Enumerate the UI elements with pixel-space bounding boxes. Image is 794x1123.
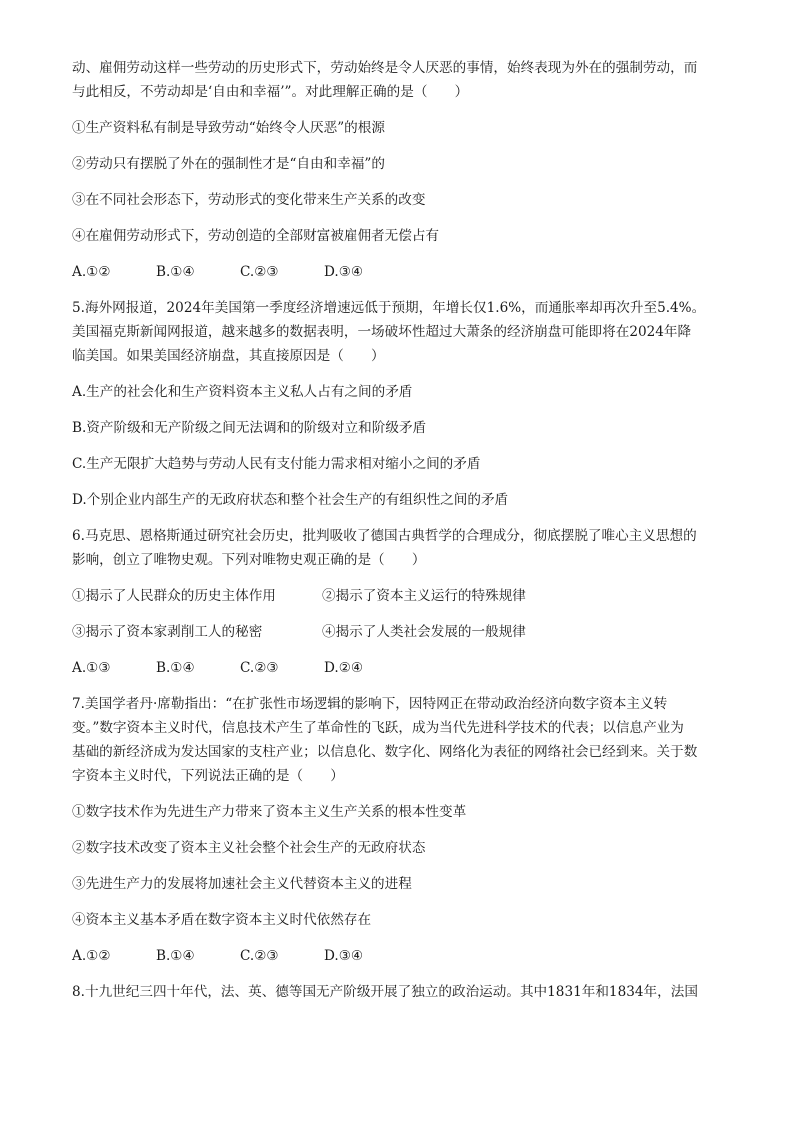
q6-stem-line-2: 影响，创立了唯物史观。下列对唯物史观正确的是（ ）	[72, 552, 426, 568]
q7-option-d: D.③④	[324, 948, 364, 964]
exam-page	[72, 58, 722, 1002]
q4-stem-line-1: 动、雇佣劳动这样一些劳动的历史形式下，劳动始终是令人厌恶的事情，始终表现为外在的强制劳动，而	[72, 60, 698, 76]
q4-options	[72, 262, 722, 282]
q4-option-a: A.①②	[72, 264, 111, 280]
q5-option-a: A.生产的社会化和生产资料资本主义私人占有之间的矛盾	[72, 384, 413, 400]
q6-statements-row-1	[72, 586, 722, 606]
q7-statement-2: ②数字技术改变了资本主义社会整个社会生产的无政府状态	[72, 840, 426, 856]
q6-option-d: D.②④	[324, 660, 364, 676]
q6-statement-3: ③揭示了资本家剥削工人的秘密	[72, 624, 263, 640]
q7-option-c: C.②③	[240, 948, 279, 964]
q7-stem-line-4: 字资本主义时代，下列说法正确的是（ ）	[72, 768, 344, 784]
q6-option-b: B.①④	[156, 660, 195, 676]
q7-stem-line-2: 变。”数字资本主义时代，信息技术产生了革命性的飞跃，成为当代先进科学技术的代表；以信息产业为	[72, 720, 684, 736]
q4-stem-line-2: 与此相反，不劳动却是‘自由和幸福’”。对此理解正确的是（ ）	[72, 84, 469, 100]
q6-statement-4: ④揭示了人类社会发展的一般规律	[322, 624, 526, 640]
q6-option-c: C.②③	[240, 660, 279, 676]
q7-stem-line-1: 7.美国学者丹·席勒指出：“在扩张性市场逻辑的影响下，因特网正在带动政治经济向数字资本主义转	[72, 696, 668, 712]
q4-statement-4: ④在雇佣劳动形式下，劳动创造的全部财富被雇佣者无偿占有	[72, 228, 440, 244]
q6-statement-1: ①揭示了人民群众的历史主体作用	[72, 588, 276, 604]
q7-option-a: A.①②	[72, 948, 111, 964]
q4-statement-1: ①生产资料私有制是导致劳动“始终令人厌恶”的根源	[72, 120, 385, 136]
q5-option-d: D.个别企业内部生产的无政府状态和整个社会生产的有组织性之间的矛盾	[72, 492, 509, 508]
q6-statements-row-2	[72, 622, 722, 642]
q8-stem-line-1: 8.十九世纪三四十年代，法、英、德等国无产阶级开展了独立的政治运动。其中1831年和1834年，法国	[72, 984, 698, 1000]
q4-statement-3: ③在不同社会形态下，劳动形式的变化带来生产关系的改变	[72, 192, 426, 208]
q4-option-b: B.①④	[156, 264, 195, 280]
q5-stem-line-2: 美国福克斯新闻网报道，越来越多的数据表明，一场破坏性超过大萧条的经济崩盘可能即将在2024年降	[72, 324, 692, 340]
q5-option-c: C.生产无限扩大趋势与劳动人民有支付能力需求相对缩小之间的矛盾	[72, 456, 481, 472]
question-6	[72, 526, 722, 678]
q7-statement-3: ③先进生产力的发展将加速社会主义代替资本主义的进程	[72, 876, 412, 892]
q4-option-c: C.②③	[240, 264, 279, 280]
q6-option-a: A.①③	[72, 660, 111, 676]
q6-options	[72, 658, 722, 678]
q7-stem-line-3: 基础的新经济成为发达国家的支柱产业；以信息化、数字化、网络化为表征的网络社会已经到来。关于数	[72, 744, 698, 760]
q5-option-b: B.资产阶级和无产阶级之间无法调和的阶级对立和阶级矛盾	[72, 420, 427, 436]
q7-statement-1: ①数字技术作为先进生产力带来了资本主义生产关系的根本性变革	[72, 804, 467, 820]
question-5	[72, 298, 722, 510]
q4-statement-2: ②劳动只有摆脱了外在的强制性才是“自由和幸福”的	[72, 156, 385, 172]
question-8	[72, 982, 722, 1002]
q5-stem-line-3: 临美国。如果美国经济崩盘，其直接原因是（ ）	[72, 348, 385, 364]
q7-options	[72, 946, 722, 966]
q6-stem-line-1: 6.马克思、恩格斯通过研究社会历史，批判吸收了德国古典哲学的合理成分，彻底摆脱了唯心主义思想的	[72, 528, 697, 544]
q4-option-d: D.③④	[324, 264, 364, 280]
q7-statement-4: ④资本主义基本矛盾在数字资本主义时代依然存在	[72, 912, 372, 928]
q5-stem-line-1: 5.海外网报道，2024年美国第一季度经济增速远低于预期，年增长仅1.6%，而通胀率却再次升至5.4%。	[72, 300, 706, 316]
q6-statement-2: ②揭示了资本主义运行的特殊规律	[322, 588, 526, 604]
question-7	[72, 694, 722, 966]
q7-option-b: B.①④	[156, 948, 195, 964]
question-4	[72, 58, 722, 282]
